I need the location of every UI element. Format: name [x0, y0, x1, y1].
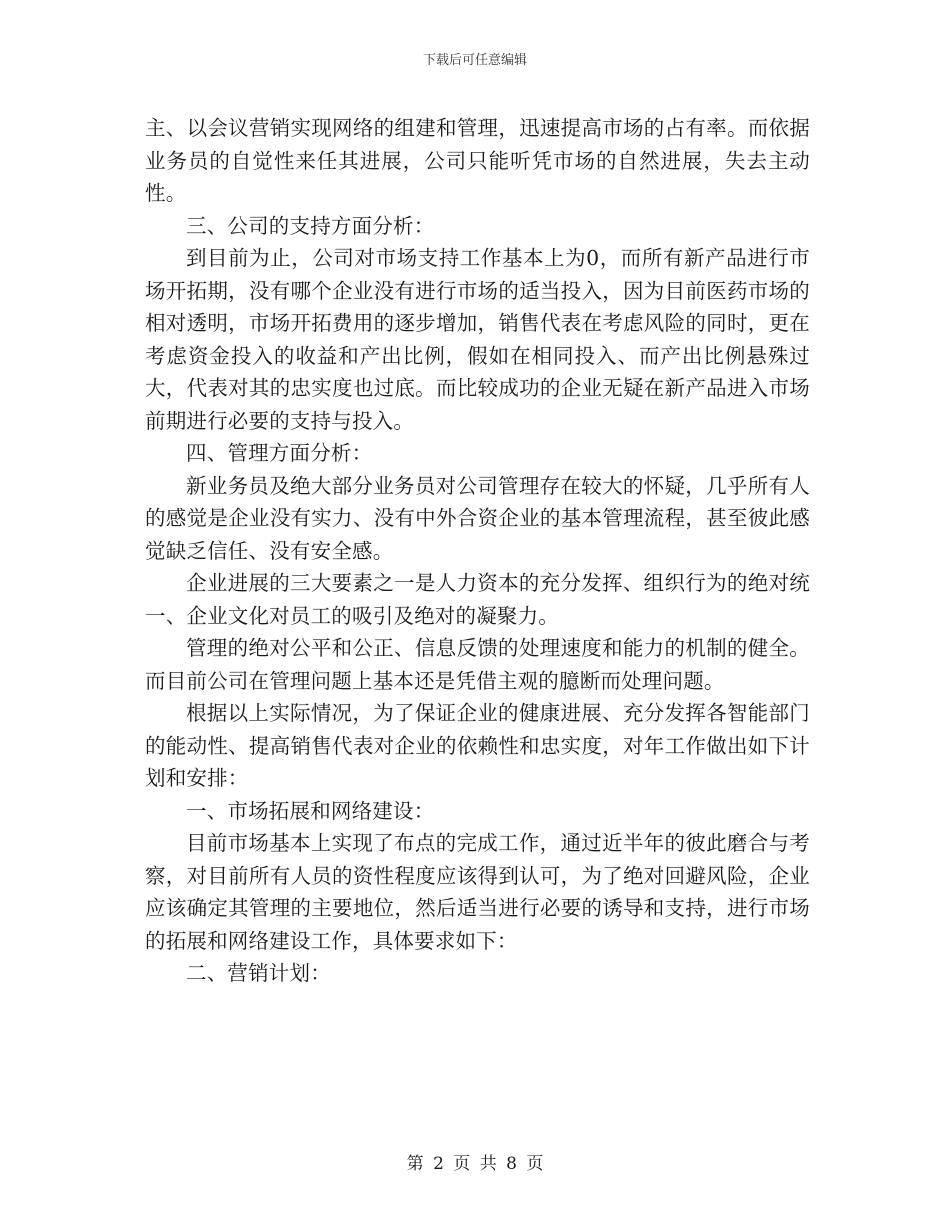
paragraph: 企业进展的三大要素之一是人力资本的充分发挥、组织行为的绝对统一、企业文化对员工的吸引及绝对的凝聚力。 — [145, 571, 810, 628]
section-heading: 三、公司的支持方面分析： — [186, 213, 435, 238]
paragraph: 目前市场基本上实现了布点的完成工作，通过近半年的彼此磨合与考察，对目前所有人员的资性程度应该得到认可，为了绝对回避风险，企业应该确定其管理的主要地位，然后适当进行必要的诱导和支持，进行市场的拓展和网络建设工作，具体要求如下： — [145, 831, 810, 953]
page-number-footer: 第 2 页 共 8 页 — [406, 1154, 544, 1174]
section-heading: 一、市场拓展和网络建设： — [186, 798, 435, 823]
section-heading: 四、管理方面分析： — [186, 441, 373, 465]
paragraph: 主、以会议营销实现网络的组建和管理，迅速提高市场的占有率。而依据业务员的自觉性来任其进展，公司只能听凭市场的自然进展，失去主动性。 — [145, 116, 810, 205]
section-heading: 二、营销计划： — [186, 961, 331, 985]
paragraph: 根据以上实际情况，为了保证企业的健康进展、充分发挥各智能部门的能动性、提高销售代表对企业的依赖性和忠实度，对年工作做出如下计划和安排： — [145, 701, 810, 790]
page-header: 下载后可任意编辑 — [422, 53, 527, 68]
document-body — [145, 112, 810, 990]
paragraph: 管理的绝对公平和公正、信息反馈的处理速度和能力的机制的健全。而目前公司在管理问题上基本还是凭借主观的臆断而处理问题。 — [145, 636, 810, 693]
paragraph: 新业务员及绝大部分业务员对公司管理存在较大的怀疑，几乎所有人的感觉是企业没有实力、没有中外合资企业的基本管理流程，甚至彼此感觉缺乏信任、没有安全感。 — [145, 473, 810, 563]
paragraph: 到目前为止，公司对市场支持工作基本上为0，而所有新产品进行市场开拓期，没有哪个企业没有进行市场的适当投入，因为目前医药市场的相对透明，市场开拓费用的逐步增加，销售代表在考虑风险的同时，更在考虑资金投入的收益和产出比例，假如在相同投入、而产出比例悬殊过大，代表对其的忠实度也过底。而比较成功的企业无疑在新产品进入市场前期进行必要的支持与投入。 — [145, 246, 810, 433]
